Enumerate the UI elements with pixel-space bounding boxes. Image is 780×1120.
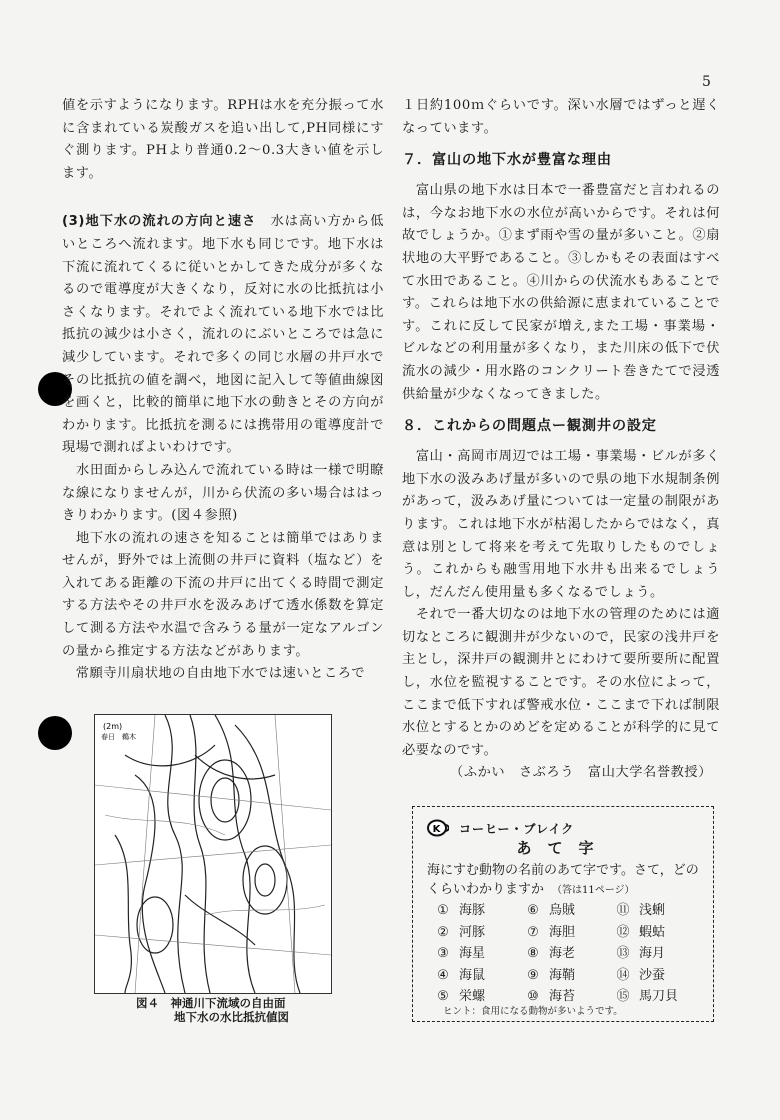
coffee-break-box [412,806,714,1022]
coffee-break-label: コーヒー・ブレイク [459,821,575,836]
contour-map [95,715,331,993]
quiz-item: ⑧ 海老 [527,946,576,961]
paragraph: 水田面からしみ込んで流れている時は一様で明瞭な線になりませんが，川から伏流の多い場合ははっきりわかります。(図４参照) [62,462,384,524]
quiz-item: ⑪ 浅蜊 [616,903,666,918]
svg-text:K: K [432,824,442,835]
quiz-item: ⑥ 烏賊 [527,903,576,918]
quiz-hint: ヒント：食用になる動物が多いようです。 [443,1006,623,1017]
paragraph [62,211,384,460]
quiz-title: あて字 [516,839,610,857]
coffee-cup-icon [427,819,449,837]
quiz-item: ⑦ 海胆 [527,924,576,940]
quiz-item: ⑨ 海鞘 [527,967,576,983]
quiz-item: ⑬ 海月 [616,946,666,961]
quiz-item: ① 海豚 [437,903,486,918]
quiz-item: ⑩ 海苔 [527,989,576,1004]
paragraph: １日約100ｍぐらいです。深い水層ではずっと遅くなっています。 [402,98,720,136]
section-heading: ７．富山の地下水が豊富な理由 [402,152,612,169]
author-credit: （ふかい さぶろう 富山大学名誉教授） [450,765,712,781]
quiz-item: ② 河豚 [437,924,486,940]
quiz-item: ④ 海鼠 [437,967,486,983]
map-label: (2m) [103,722,123,731]
section-heading: ８．これからの問題点ー観測井の設定 [402,418,657,435]
paragraph: 地下水の流れの速さを知ることは簡単ではありませんが，野外では上流側の井戸に資料（塩など）を入れてある距離の下流の井戸に出てくる時間で測定する方法やその井戸水を汲みあげて透水係数を算定して測る方法や水温で含みうる量が一定なアルゴンの量から推定する方法などがあります。 [62,530,384,659]
paragraph: それで一番大切なのは地下水の管理のためには適切なところに観測井が少ないので，民家の浅井戸を主とし，深井戸の観測井とにわけて要所要所に配置し，水位を監視することです。その水位によって，ここまで低下すれば警戒水位・ここまで下れば制限水位とするとかのめどを定めることが科学的に見て必要なのです。 [402,607,720,758]
quiz-item: ⑮ 馬刀貝 [616,989,679,1004]
paragraph: 富山・高岡市周辺では工場・事業場・ビルが多く地下水の汲みあげ量が多いので県の地下水規制条例があって，汲みあげ量については一定量の制限があります。これは地下水が枯渇したからではなく，真意は別として将来を考えて先取りしたものでしょう。これからも融雪用地下水井も出来るでしょうし，だんだん使用量も多くなるでしょう。 [402,449,720,600]
paragraph: 値を示すようになります。RPHは水を充分振って水に含まれている炭酸ガスを追い出して,PH同様にすぐ測ります。PHより普通0.2〜0.3大きい値を示します。 [62,98,384,181]
binder-hole [38,716,72,750]
caption-line: 地下水の水比抵抗値図 [174,1010,289,1024]
right-column [402,95,720,785]
paragraph: 常願寺川扇状地の自由地下水では速いところで [75,666,366,682]
quiz-items [435,901,705,1008]
page-number: 5 [702,74,711,90]
figure-caption [136,996,289,1024]
answer-note: （答は11ページ） [557,885,635,896]
quiz-item: ③ 海星 [437,946,486,961]
quiz-question: 海にすむ動物の名前のあて字です。さて，どのくらいわかりますか （答は11ページ） [427,863,699,897]
section-body: 水は高い方から低いところへ流れます。地下水も同じです。地下水は下流に流れてくるに従いとかしてきた成分が多くなるので電導度が大きくなり，反対に水の比抵抗は小さくなります。それでよく流れている地下水では比抵抗の減少は小さく，流れのにぶいところでは急に減少しています。それで多くの同じ水層の井戸水でその比抵抗の値を調べ，地図に記入して等値曲線図を画くと，比較的簡単に地下水の動きとその方向がわかります。比抵抗を測るには携帯用の電導度計で現場で測ればよいわけです。 [62,214,384,456]
coffee-break-header [427,819,574,837]
resistivity-map-figure [94,714,332,994]
quiz-item: ⑤ 栄螺 [437,989,486,1004]
quiz-item: ⑫ 蝦蛄 [616,924,666,940]
left-column [62,95,384,686]
caption-line: 図４ 神通川下流域の自由面 [136,996,286,1010]
map-label: 春日 鵜木 [101,733,136,741]
paragraph: 富山県の地下水は日本で一番豊富だと言われるのは，今なお地下水の水位が高いからです。それは何故でしょうか。①まず雨や雪の量が多いこと。②扇状地の大平野であること。③しかもその表面はすべて水田であること。④川からの伏流水もあることです。これらは地下水の供給源に恵まれていることです。これに反して民家が増え,また工場・事業場・ビルなどの利用量が多くなり，また川床の低下で伏流水の減少・用水路のコンクリート巻きたてで浸透供給量が少なくなってきました。 [402,183,720,402]
section-heading: (3)地下水の流れの方向と速さ [62,214,257,230]
quiz-item: ⑭ 沙蚕 [616,967,666,983]
